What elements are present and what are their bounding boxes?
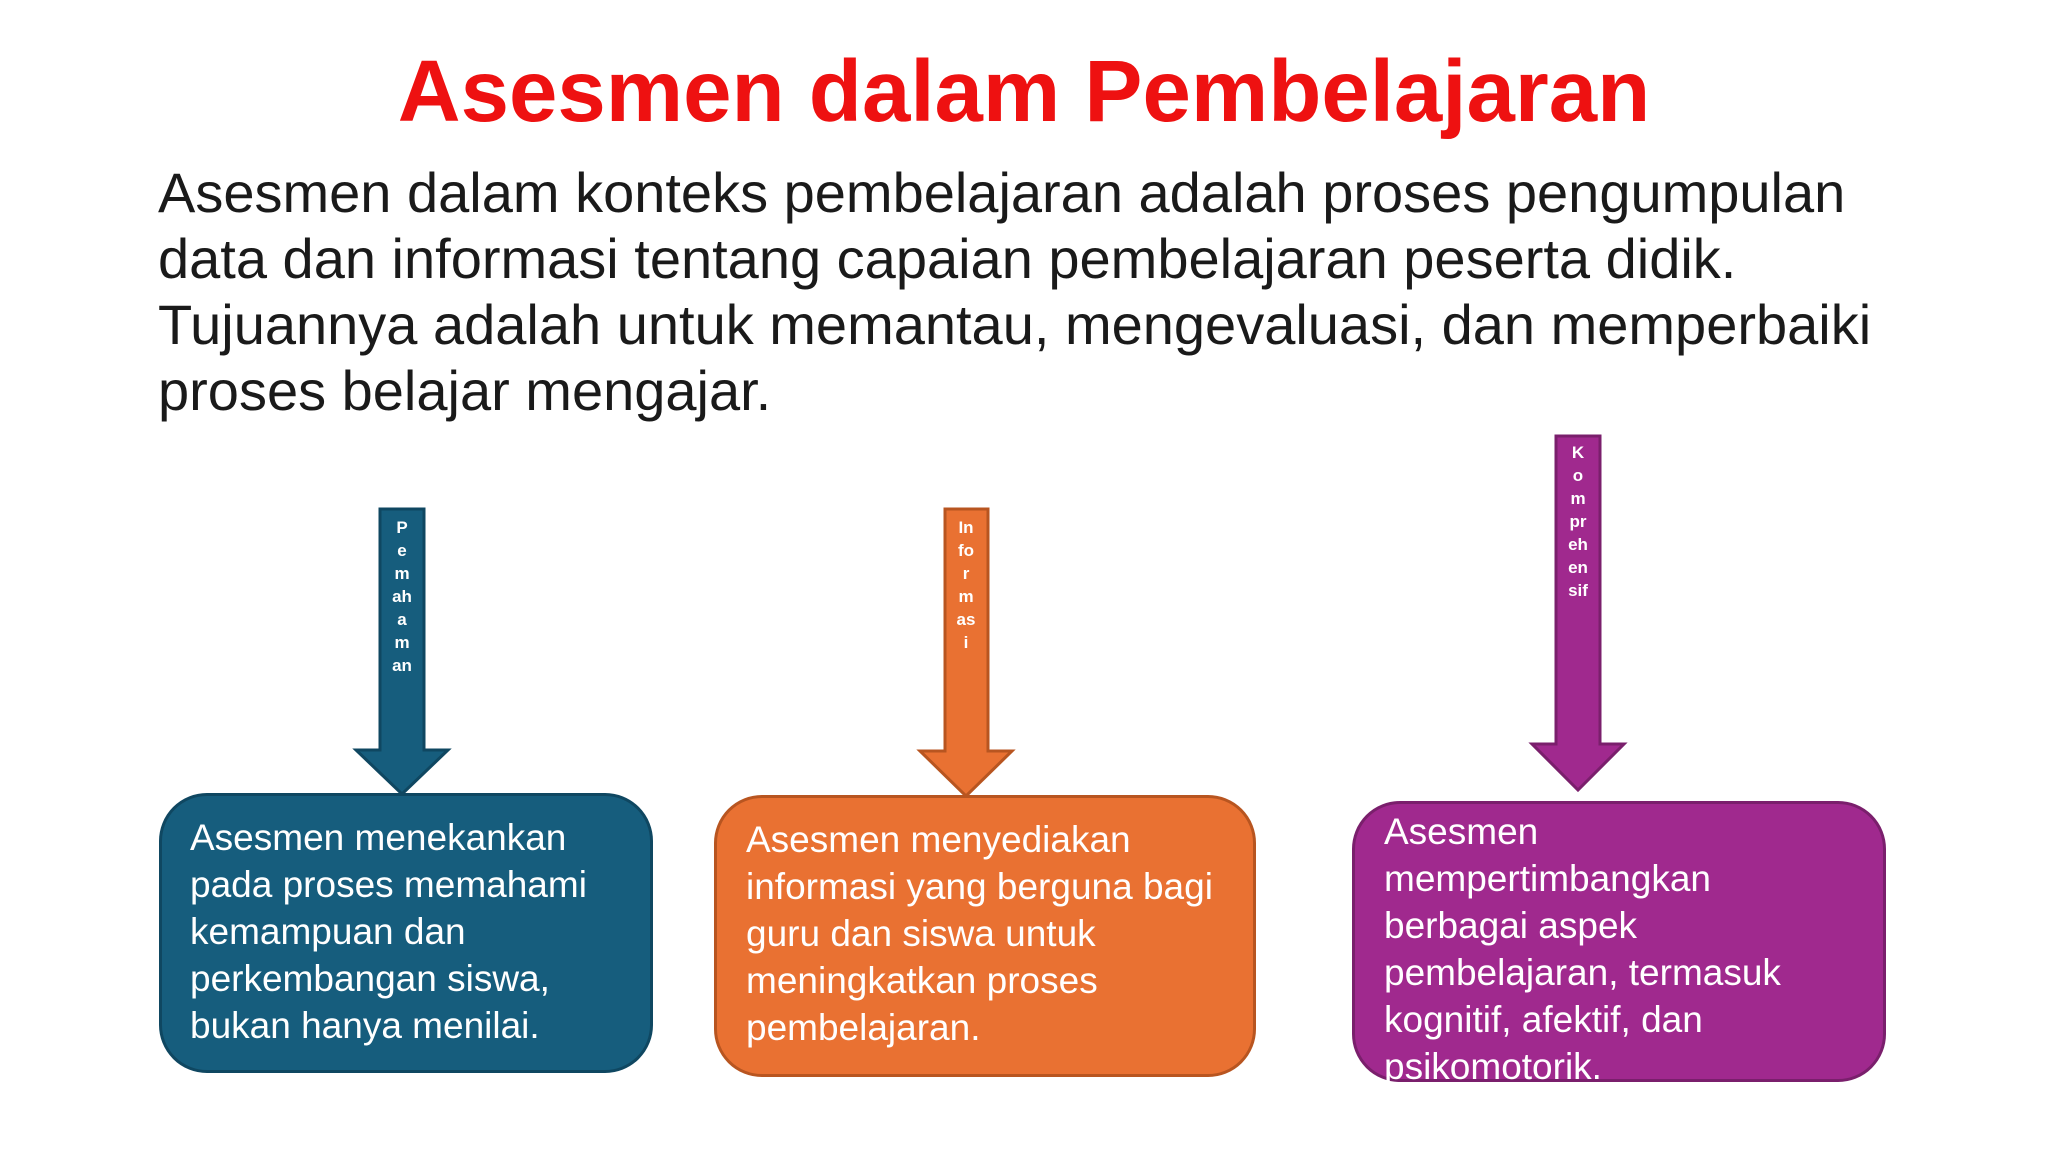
- arrow-komprehensif: [1530, 435, 1626, 791]
- slide-body-text: Asesmen dalam konteks pembelajaran adalah proses pengumpulan data dan informasi tentang capaian pembelajaran peserta didik. Tujuannya adalah untuk memantau, mengevaluasi, dan memperbaiki proses belajar mengajar.: [158, 161, 1872, 422]
- box-komprehensif: [1352, 801, 1886, 1087]
- arrow-label-komprehensif: Komprehensif: [1568, 443, 1588, 600]
- box-pemahaman-text: Asesmen menekankan pada proses memahami kemampuan dan perkembangan siswa, bukan hanya menilai.: [190, 817, 587, 1046]
- box-informasi-text: Asesmen menyediakan informasi yang berguna bagi guru dan siswa untuk meningkatkan proses pembelajaran.: [746, 819, 1213, 1048]
- arrow-informasi: [918, 508, 1014, 797]
- slide-title: Asesmen dalam Pembelajaran: [397, 43, 1651, 140]
- box-komprehensif-text: Asesmen mempertimbangkan berbagai aspek pembelajaran, termasuk kognitif, afektif, dan psikomotorik.: [1384, 811, 1781, 1087]
- arrow-label-informasi: Informasi: [956, 518, 976, 652]
- arrow-label-pemahaman: Pemahaman: [392, 518, 412, 675]
- arrow-pemahaman: [354, 508, 450, 795]
- box-pemahaman: [159, 793, 653, 1073]
- box-informasi: [714, 795, 1256, 1077]
